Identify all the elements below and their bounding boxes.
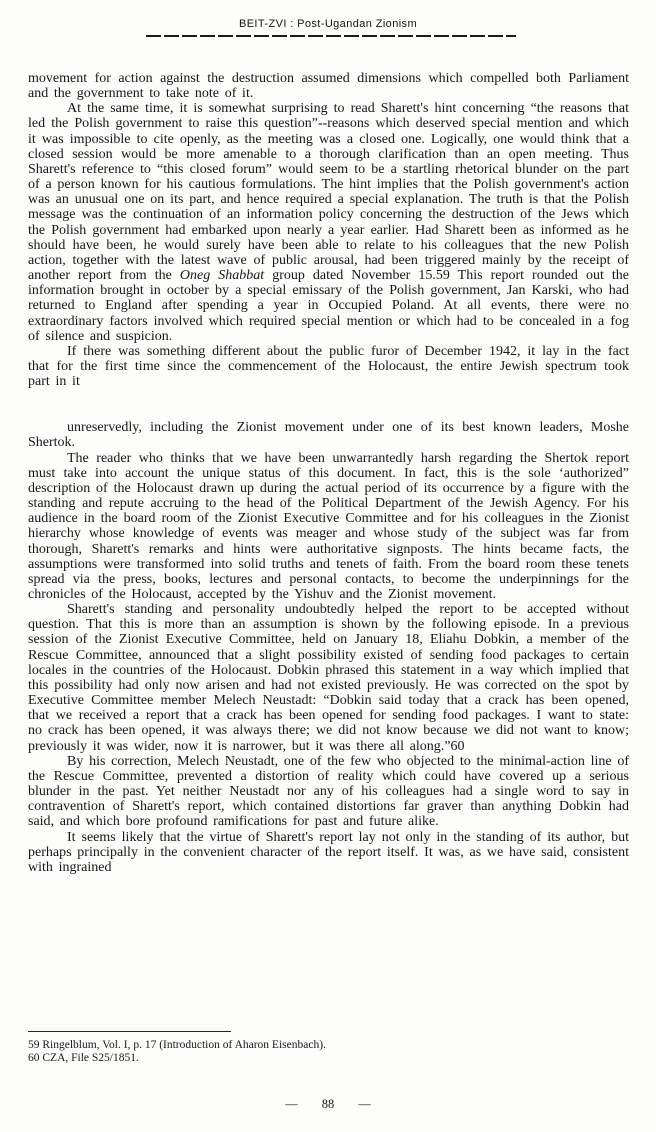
paragraph: It seems likely that the virtue of Sharett's report lay not only in the standing of its author, but perhaps principally in the convenient character of the report itself. It was, as we have said, consistent with ingrained	[28, 829, 629, 875]
header-rule	[146, 35, 516, 37]
footnote: 59 Ringelblum, Vol. I, p. 17 (Introduction of Aharon Eisenbach).	[28, 1039, 326, 1051]
italic-text-run: Oneg Shabbat	[179, 268, 265, 284]
paragraph: movement for action against the destruction assumed dimensions which compelled both Parliament and the government to take note of it.	[28, 71, 629, 102]
paragraph	[28, 101, 629, 344]
paragraph: The reader who thinks that we have been unwarrantedly harsh regarding the Shertok report must take into account the unique status of this document. In fact, this is the sole ‘authorized” description of the Holocaust drawn up during the actual period of its occurrence by a figure with the standing and repute accruing to the head of the Political Department of the Jewish Agency. For his audience in the board room of the Zionist Executive Committee and for his colleagues in the Zionist hierarchy whose knowledge of events was meager and whose study of the subject was far from thorough, Sharett's remarks and hints were authoritative signposts. The hints became facts, the assumptions were transformed into solid truths and tenets of faith. From the board room these tenets spread via the press, books, lectures and personal contacts, to become the underpinnings for the chronicles of the Holocaust, accepted by the Yishuv and the Zionist movement.	[28, 450, 629, 602]
footnotes	[28, 1039, 628, 1064]
paragraph: If there was something different about the public furor of December 1942, it lay in the fact that for the first time since the commencement of the Holocaust, the entire Jewish spectrum took part in it	[28, 343, 629, 390]
paragraph-gap	[28, 389, 629, 420]
footnote: 60 CZA, File S25/1851.	[28, 1051, 139, 1064]
footer-dash: —	[358, 1097, 371, 1111]
footnote-rule	[28, 1031, 231, 1032]
running-header: BEIT-ZVI : Post-Ugandan Zionism	[238, 18, 418, 30]
page-footer	[0, 1097, 656, 1112]
paragraph: Sharett's standing and personality undoubtedly helped the report to be accepted without question. That this is more than an assumption is shown by the following episode. In a previous session of the Zionist Executive Committee, held on January 18, Eliahu Dobkin, a member of the Rescue Committee, announced that a slight possibility existed of sending food packages to certain locales in the countries of the Holocaust. Dobkin phrased this statement in a way which implied that this possibility had only now arisen and had not existed previously. He was corrected on the spot by Executive Committee member Melech Neustadt: “Dobkin said today that a crack has been opened, that we received a report that a crack has been opened for sending food packages. I want to state: no crack has been opened, it was always there; we did not know because we did not want to know; previously it was wider, now it is narrower, but it was there all along.”60	[28, 602, 629, 754]
paragraph: By his correction, Melech Neustadt, one of the few who objected to the minimal-action line of the Rescue Committee, prevented a distortion of reality which could have covered up a serious blunder in the past. Yet neither Neustadt nor any of his colleagues had a single word to say in contravention of Sharett's report, which contained distortions far graver than anything Dobkin had said, and which bore profound ramifications for past and future alike.	[28, 753, 629, 830]
paragraph: unreservedly, including the Zionist movement under one of its best known leaders, Moshe Shertok.	[28, 420, 629, 451]
page-number: 88	[321, 1097, 335, 1111]
text-run: group dated November 15.59 This report rounded out the information brought in october by a special emissary of the Polish government, Jan Karski, who had returned to England after spending a year in Occupied Poland. At all events, there were no extraordinary factors involved which required special mention or which had to be concealed in a fog of silence and suspicion.	[28, 268, 630, 344]
text-run: At the same time, it is somewhat surprising to read Sharett's hint concerning “the reasons that led the Polish government to raise this question”--reasons which deserved special mention and which it was impossible to cite openly, as the meeting was a closed one. Logically, one would think that a closed session would be more amenable to a thorough clarification than an open meeting. Thus Sharett's reference to “this closed forum” would seem to be a startling rhetorical blunder on the part of a person known for his cautious formulations. The hint implies that the Polish government's action was an unusual one on its part, and hence required a special explanation. The truth is that the Polish message was the continuation of an information policy concerning the destruction of the Jews which the Polish government had embarked upon nearly a year earlier. Had Sharett been as informed as he should have been, he would surely have been able to relate to his colleagues that the new Polish action, together with the latest wave of public arousal, had been triggered mainly by the receipt of another report from the	[28, 101, 629, 284]
footer-dash: —	[285, 1097, 298, 1111]
page-body	[28, 71, 629, 875]
